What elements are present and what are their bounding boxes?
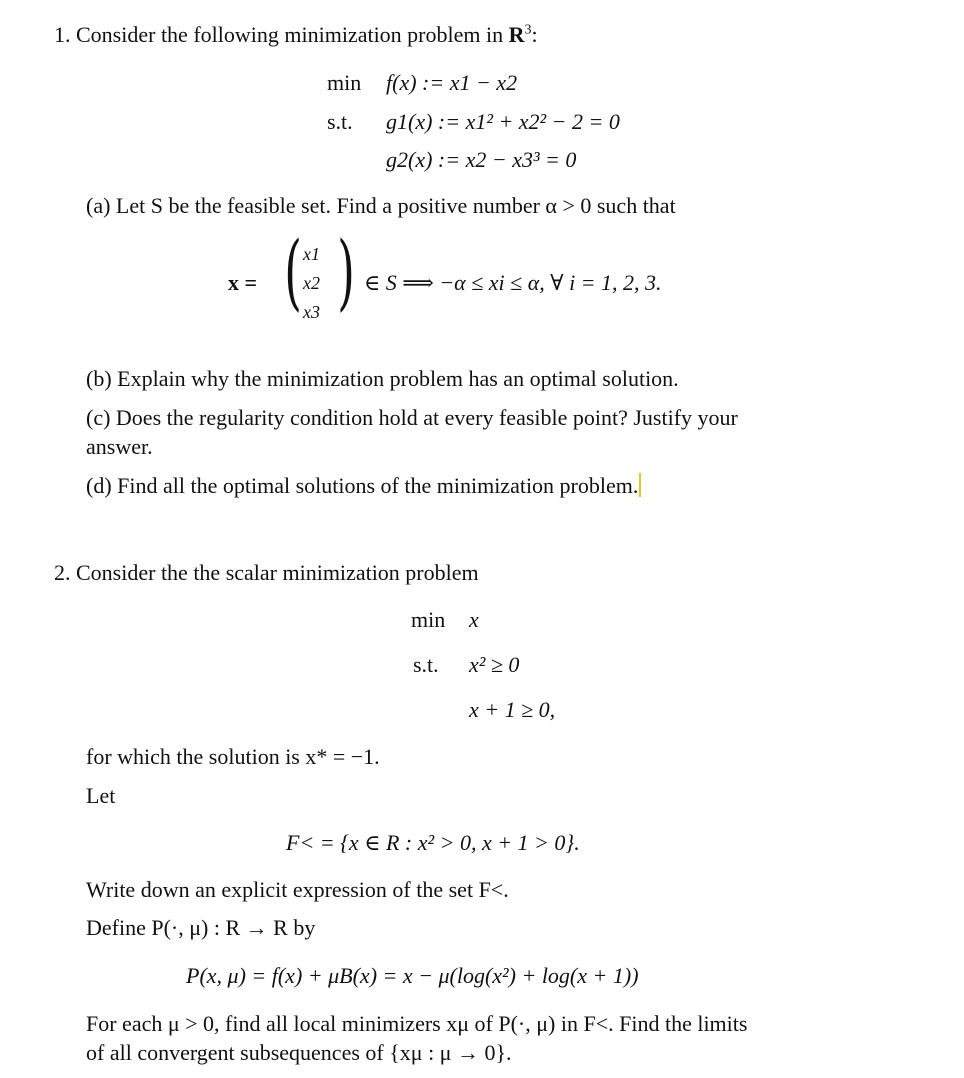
- problem-1-space: R: [508, 22, 525, 47]
- p1-vector-lhs: x =: [228, 270, 258, 295]
- problem-1-heading: [54, 22, 538, 48]
- vector-entry-1: x1: [303, 244, 320, 264]
- p1-vector-rhs: ∈ S ⟹ −α ≤ xi ≤ α, ∀ i = 1, 2, 3.: [364, 270, 662, 295]
- p1-part-d-row: [86, 473, 641, 499]
- p2-st-label: s.t.: [413, 652, 439, 677]
- p1-part-c-line2: answer.: [86, 434, 153, 459]
- p1-constraint-2: g2(x) := x2 − x3³ = 0: [386, 147, 577, 172]
- problem-1-colon: :: [531, 22, 538, 47]
- p2-solution-line: for which the solution is x* = −1.: [86, 744, 380, 769]
- right-paren: ): [337, 225, 355, 320]
- p2-let: Let: [86, 783, 116, 808]
- problem-2-intro: Consider the the scalar minimization problem: [76, 560, 479, 585]
- vector-entry-3: x3: [303, 302, 320, 322]
- vector-entry-2: x2: [303, 273, 320, 293]
- p1-part-c-line1: (c) Does the regularity condition hold at every feasible point? Justify your: [86, 405, 738, 430]
- p2-final-line2: of all convergent subsequences of {xμ : μ → 0}.: [86, 1040, 512, 1065]
- problem-2-number: 2.: [54, 560, 71, 585]
- p1-part-a: (a) Let S be the feasible set. Find a positive number α > 0 such that: [86, 193, 676, 218]
- p2-min-label: min: [411, 607, 446, 632]
- text-cursor: [639, 473, 641, 497]
- problem-1-number: 1.: [54, 22, 71, 47]
- p2-define: Define P(·, μ) : R → R by: [86, 915, 316, 940]
- p1-part-d: (d) Find all the optimal solutions of the minimization problem.: [86, 473, 639, 498]
- p1-constraint-1: g1(x) := x1² + x2² − 2 = 0: [386, 109, 620, 134]
- problem-2-heading: [54, 560, 479, 586]
- p1-st-label: s.t.: [327, 109, 353, 134]
- p2-constraint-2: x + 1 ≥ 0,: [469, 697, 556, 722]
- p1-min-label: min: [327, 70, 362, 95]
- p2-set-definition: F< = {x ∈ R : x² > 0, x + 1 > 0}.: [286, 830, 580, 855]
- problem-1-space-exp: 3: [524, 22, 532, 38]
- p2-constraint-1: x² ≥ 0: [469, 652, 520, 677]
- p2-objective: x: [469, 607, 479, 632]
- p1-objective: f(x) := x1 − x2: [386, 70, 518, 95]
- p1-part-b: (b) Explain why the minimization problem has an optimal solution.: [86, 366, 679, 391]
- p2-write-down: Write down an explicit expression of the set F<.: [86, 877, 509, 902]
- p2-final-line1: For each μ > 0, find all local minimizers xμ of P(·, μ) in F<. Find the limits: [86, 1011, 748, 1036]
- left-paren: (: [284, 225, 302, 320]
- problem-1-intro: Consider the following minimization problem in: [76, 22, 504, 47]
- p2-penalty-function: P(x, μ) = f(x) + μB(x) = x − μ(log(x²) + log(x + 1)): [186, 963, 639, 988]
